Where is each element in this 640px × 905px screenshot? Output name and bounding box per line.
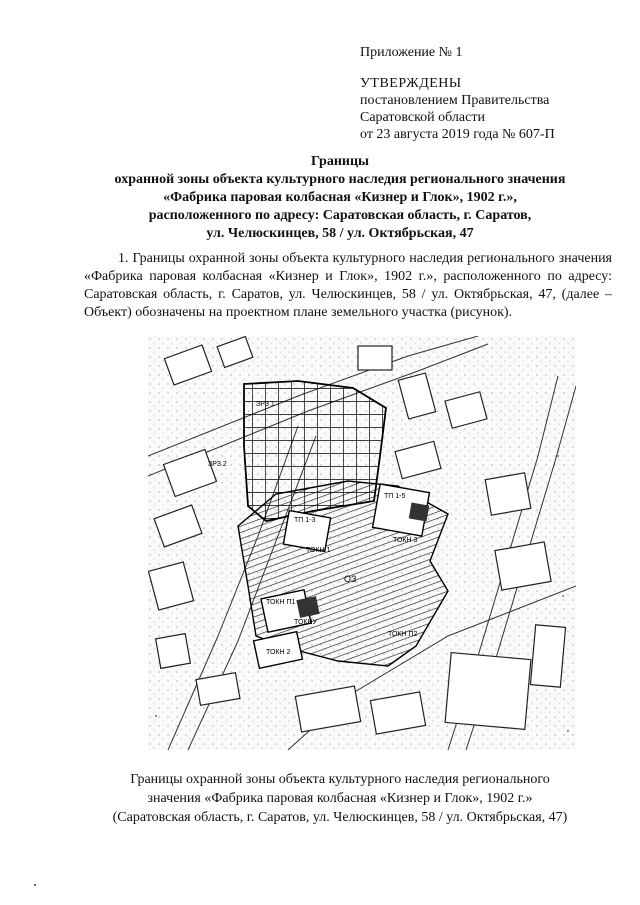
- figure-caption: [40, 770, 640, 827]
- map-label-tokn1: ТОКН 1: [306, 547, 331, 554]
- caption-line-2: значения «Фабрика паровая колбасная «Кизнер и Глок», 1902 г.»: [147, 791, 533, 806]
- caption-line-1: Границы охранной зоны объекта культурного наследия регионального: [130, 772, 550, 787]
- title-line-4: расположенного по адресу: Саратовская область, г. Саратов,: [148, 208, 532, 223]
- map-label-zrz2: ЗРЗ 2: [208, 461, 227, 468]
- approval-line-2: Саратовской области: [360, 110, 485, 125]
- approval-line-1: постановлением Правительства: [360, 93, 550, 108]
- annex-label: Приложение № 1: [360, 45, 463, 60]
- title-line-1: Границы: [311, 154, 369, 169]
- map-label-tokn: ТОКНУ: [294, 619, 317, 626]
- map-label-tokn-p2: ТОКН П2: [388, 631, 418, 638]
- map-label-tokn3: ТОКН 3: [393, 537, 418, 544]
- map-label-tokn2: ТОКН 2: [266, 649, 291, 656]
- body-paragraph: [84, 250, 612, 322]
- site-plan-figure: [148, 336, 576, 750]
- caption-line-3: (Саратовская область, г. Саратов, ул. Челюскинцев, 58 / ул. Октябрьская, 47): [112, 810, 568, 825]
- approval-line-3: от 23 августа 2019 года № 607-П: [360, 127, 555, 142]
- title-line-2: охранной зоны объекта культурного наследия регионального значения: [114, 172, 566, 187]
- map-label-oz: ОЗ: [344, 574, 357, 584]
- map-label-tp1: ТП 1-3: [294, 517, 316, 524]
- paragraph-text: 1. Границы охранной зоны объекта культурного наследия регионального значения «Фабрика паровая колбасная «Кизнер и Глок», 1902 г.», расположенного по адресу: Саратовская область, г. Саратов, ул. Челюскинцев, 58 / ул. Октябрьская, 47, (далее – Объект) обозначены на проектном плане земельного участка (рисунок).: [84, 251, 612, 320]
- map-label-tokn-p1: ТОКН П1: [266, 599, 296, 606]
- map-label-tp2: ТП 1-5: [384, 493, 406, 500]
- approved-label: УТВЕРЖДЕНЫ: [360, 76, 462, 91]
- map-label-zrz1: ЗРЗ 1: [256, 401, 275, 408]
- document-title: [40, 153, 640, 243]
- title-line-3: «Фабрика паровая колбасная «Кизнер и Глок», 1902 г.»,: [163, 190, 517, 205]
- title-line-5: ул. Челюскинцев, 58 / ул. Октябрьская, 47: [206, 226, 474, 241]
- approval-block: [360, 44, 630, 143]
- scan-mark: [34, 884, 36, 886]
